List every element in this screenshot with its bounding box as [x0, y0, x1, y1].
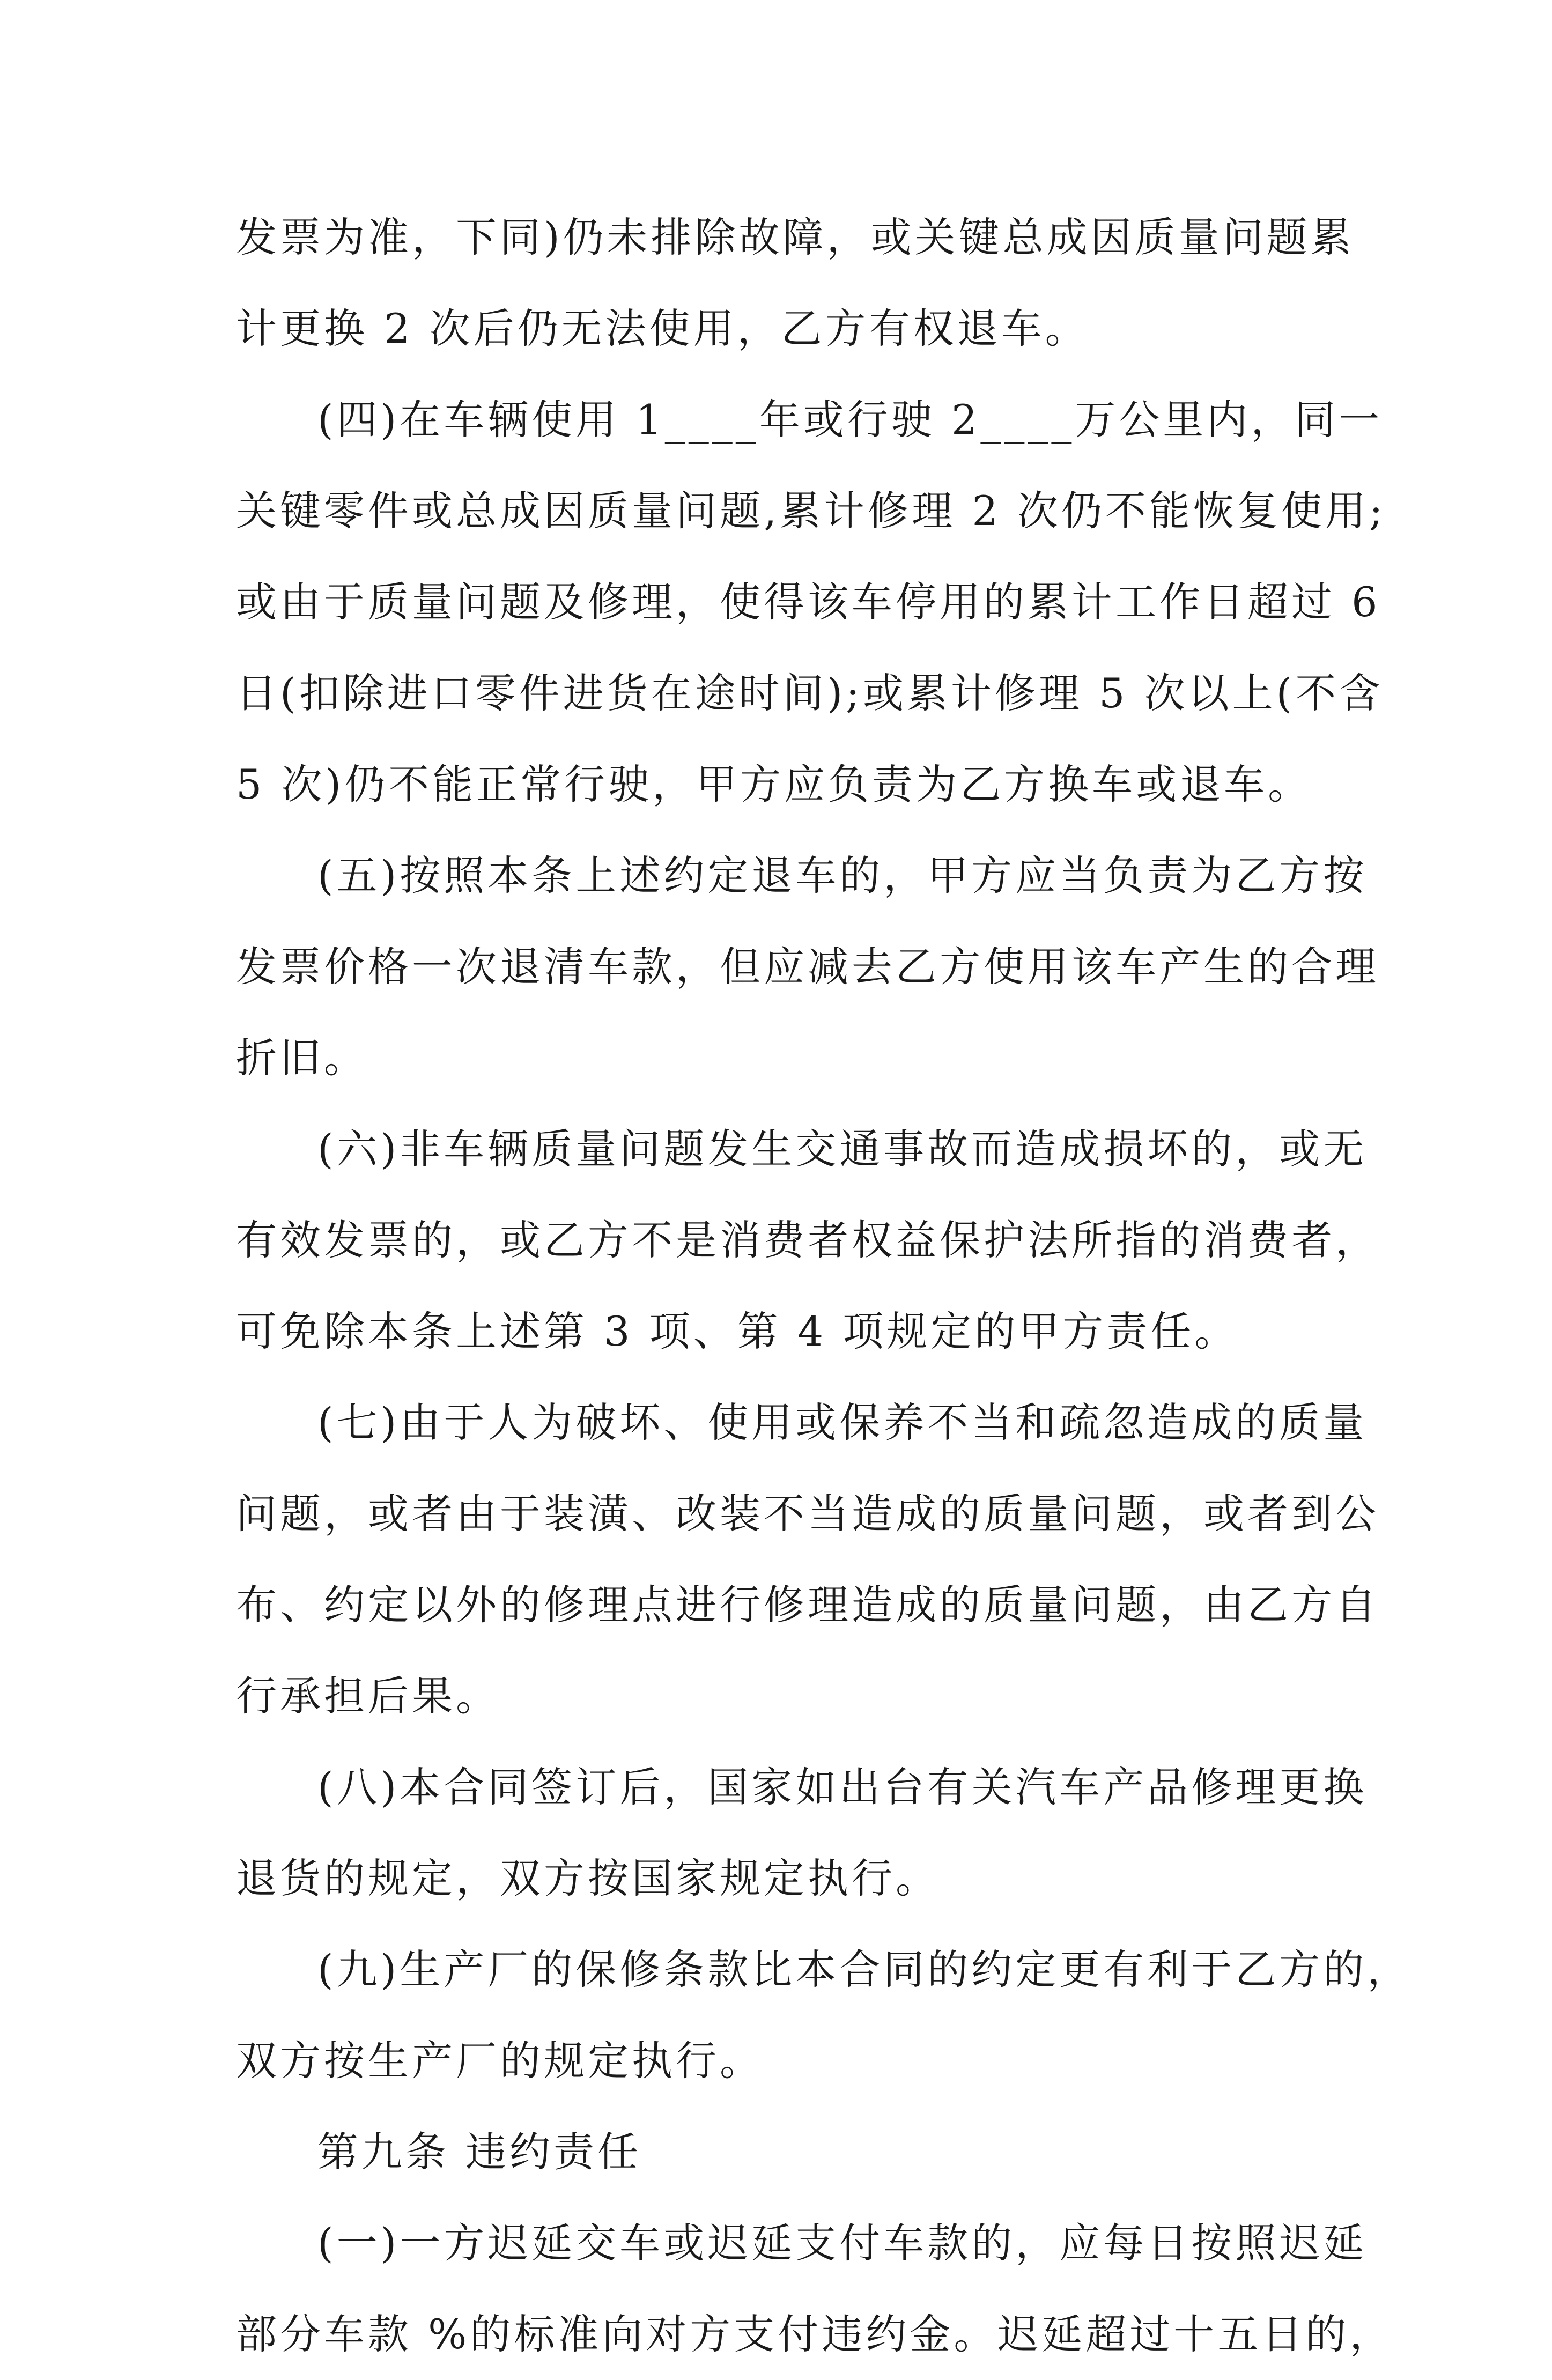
text-line: 折旧。: [236, 1034, 368, 1082]
text-line: 双方按生产厂的规定执行。: [236, 2037, 764, 2085]
text-line: 问题，或者由于装潢、改装不当造成的质量问题，或者到公: [236, 1490, 1379, 1538]
text-line: 计更换 2 次后仍无法使用，乙方有权退车。: [236, 305, 1089, 352]
text-line: 日(扣除进口零件进货在途时间);或累计修理 5 次以上(不含: [236, 669, 1384, 717]
article-heading: 第九条 违约责任: [317, 2128, 642, 2176]
paragraph-item-6: (六)非车辆质量问题发生交通事故而造成损坏的，或无: [317, 1125, 1368, 1173]
text-line: 5 次)仍不能正常行驶，甲方应负责为乙方换车或退车。: [236, 760, 1312, 808]
text-line: 可免除本条上述第 3 项、第 4 项规定的甲方责任。: [236, 1307, 1239, 1355]
paragraph-item-7: (七)由于人为破坏、使用或保养不当和疏忽造成的质量: [317, 1399, 1368, 1446]
paragraph-item-9: (九)生产厂的保修条款比本合同的约定更有利于乙方的，: [317, 1946, 1411, 1993]
paragraph-item-4: (四)在车辆使用 1____年或行驶 2____万公里内，同一: [317, 396, 1383, 444]
text-line: 有效发票的，或乙方不是消费者权益保护法所指的消费者，: [236, 1216, 1379, 1264]
text-line: 布、约定以外的修理点进行修理造成的质量问题，由乙方自: [236, 1581, 1379, 1629]
text-line: 发票价格一次退清车款，但应减去乙方使用该车产生的合理: [236, 943, 1379, 991]
text-line: 行承担后果。: [236, 1672, 500, 1720]
text-line: 关键零件或总成因质量问题,累计修理 2 次仍不能恢复使用;: [236, 487, 1386, 535]
text-line-continuation: 发票为准，下同)仍未排除故障，或关键总成因质量问题累: [236, 213, 1355, 261]
text-line: 退货的规定，双方按国家规定执行。: [236, 1854, 940, 1902]
document-body: [236, 192, 1411, 2380]
paragraph-item-1: (一)一方迟延交车或迟延支付车款的，应每日按照迟延: [317, 2219, 1368, 2267]
paragraph-item-5: (五)按照本条上述约定退车的，甲方应当负责为乙方按: [317, 852, 1368, 899]
text-line: 或由于质量问题及修理，使得该车停用的累计工作日超过 6: [236, 578, 1381, 626]
text-line: 部分车款 %的标准向对方支付违约金。迟延超过十五日的，: [236, 2310, 1394, 2358]
paragraph-item-8: (八)本合同签订后，国家如出台有关汽车产品修理更换: [317, 1763, 1368, 1811]
